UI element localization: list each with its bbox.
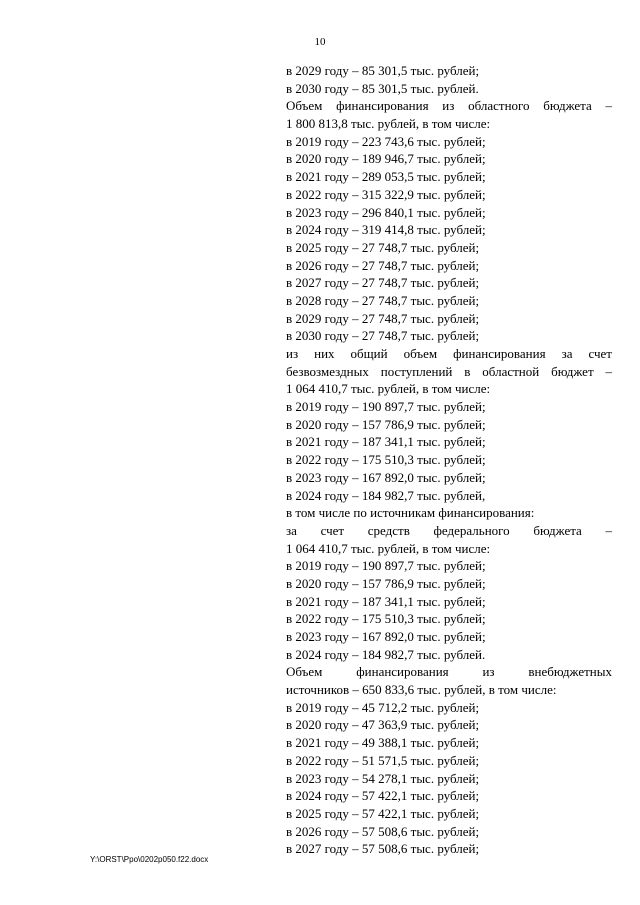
text-line: в 2019 году – 190 897,7 тыс. рублей;	[286, 399, 486, 415]
text-line: 1 800 813,8 тыс. рублей, в том числе:	[286, 116, 491, 132]
page-number: 10	[314, 36, 326, 48]
text-line: в 2030 году – 85 301,5 тыс. рублей.	[286, 80, 479, 96]
text-line: Объем финансирования из областного бюджета –	[286, 98, 612, 114]
text-line: в 2026 году – 57 508,6 тыс. рублей;	[286, 823, 480, 839]
text-line: в 2024 году – 184 982,7 тыс. рублей,	[286, 487, 486, 503]
text-line: в 2024 году – 57 422,1 тыс. рублей;	[286, 788, 480, 804]
text-line: 1 064 410,7 тыс. рублей, в том числе:	[286, 540, 491, 556]
text-line: Объем финансирования из внебюджетных	[286, 664, 612, 680]
text-line: в 2028 году – 27 748,7 тыс. рублей;	[286, 292, 480, 308]
footer-file-path: Y:\ORST\Ppo\0202p050.f22.docx	[90, 855, 209, 864]
text-line: в 2024 году – 319 414,8 тыс. рублей;	[286, 222, 486, 238]
text-line: в 2021 году – 289 053,5 тыс. рублей;	[286, 169, 486, 185]
text-line: в 2022 году – 51 571,5 тыс. рублей;	[286, 752, 480, 768]
text-line: в 2023 году – 167 892,0 тыс. рублей;	[286, 469, 486, 485]
text-line: в 2020 году – 157 786,9 тыс. рублей;	[286, 575, 486, 591]
text-line: 1 064 410,7 тыс. рублей, в том числе:	[286, 381, 491, 397]
text-line: в 2023 году – 296 840,1 тыс. рублей;	[286, 204, 486, 220]
text-line: в 2025 году – 57 422,1 тыс. рублей;	[286, 805, 480, 821]
text-line: в 2025 году – 27 748,7 тыс. рублей;	[286, 239, 480, 255]
text-line: в 2021 году – 187 341,1 тыс. рублей;	[286, 434, 486, 450]
text-line: в 2020 году – 157 786,9 тыс. рублей;	[286, 416, 486, 432]
text-line: в 2019 году – 45 712,2 тыс. рублей;	[286, 699, 480, 715]
text-line: из них общий объем финансирования за счет	[286, 346, 612, 361]
text-line: в 2027 году – 27 748,7 тыс. рублей;	[286, 275, 480, 291]
text-line: в 2021 году – 49 388,1 тыс. рублей;	[286, 735, 480, 751]
text-line: в 2021 году – 187 341,1 тыс. рублей;	[286, 593, 486, 609]
text-line: в 2029 году – 27 748,7 тыс. рублей;	[286, 310, 480, 326]
text-line: в 2024 году – 184 982,7 тыс. рублей.	[286, 646, 486, 662]
text-line: в 2023 году – 167 892,0 тыс. рублей;	[286, 629, 486, 644]
text-line: в 2023 году – 54 278,1 тыс. рублей;	[286, 770, 480, 786]
text-line: в 2019 году – 223 743,6 тыс. рублей;	[286, 133, 486, 149]
text-line: в 2026 году – 27 748,7 тыс. рублей;	[286, 257, 480, 273]
text-line: в 2020 году – 47 363,9 тыс. рублей;	[286, 717, 480, 733]
text-line: в 2022 году – 175 510,3 тыс. рублей;	[286, 452, 486, 468]
text-line: безвозмездных поступлений в областной бюджет –	[286, 363, 612, 379]
text-column	[286, 62, 612, 858]
text-line: в том числе по источникам финансирования:	[286, 505, 535, 521]
text-line: источников – 650 833,6 тыс. рублей, в том числе:	[286, 682, 557, 698]
text-line: в 2029 году – 85 301,5 тыс. рублей;	[286, 63, 480, 78]
text-line: за счет средств федерального бюджета –	[286, 522, 612, 538]
text-line: в 2022 году – 315 322,9 тыс. рублей;	[286, 186, 486, 202]
text-line: в 2019 году – 190 897,7 тыс. рублей;	[286, 558, 486, 574]
text-line: в 2027 году – 57 508,6 тыс. рублей;	[286, 841, 480, 857]
text-line: в 2022 году – 175 510,3 тыс. рублей;	[286, 611, 486, 627]
text-line: в 2030 году – 27 748,7 тыс. рублей;	[286, 328, 480, 344]
text-line: в 2020 году – 189 946,7 тыс. рублей;	[286, 151, 486, 167]
